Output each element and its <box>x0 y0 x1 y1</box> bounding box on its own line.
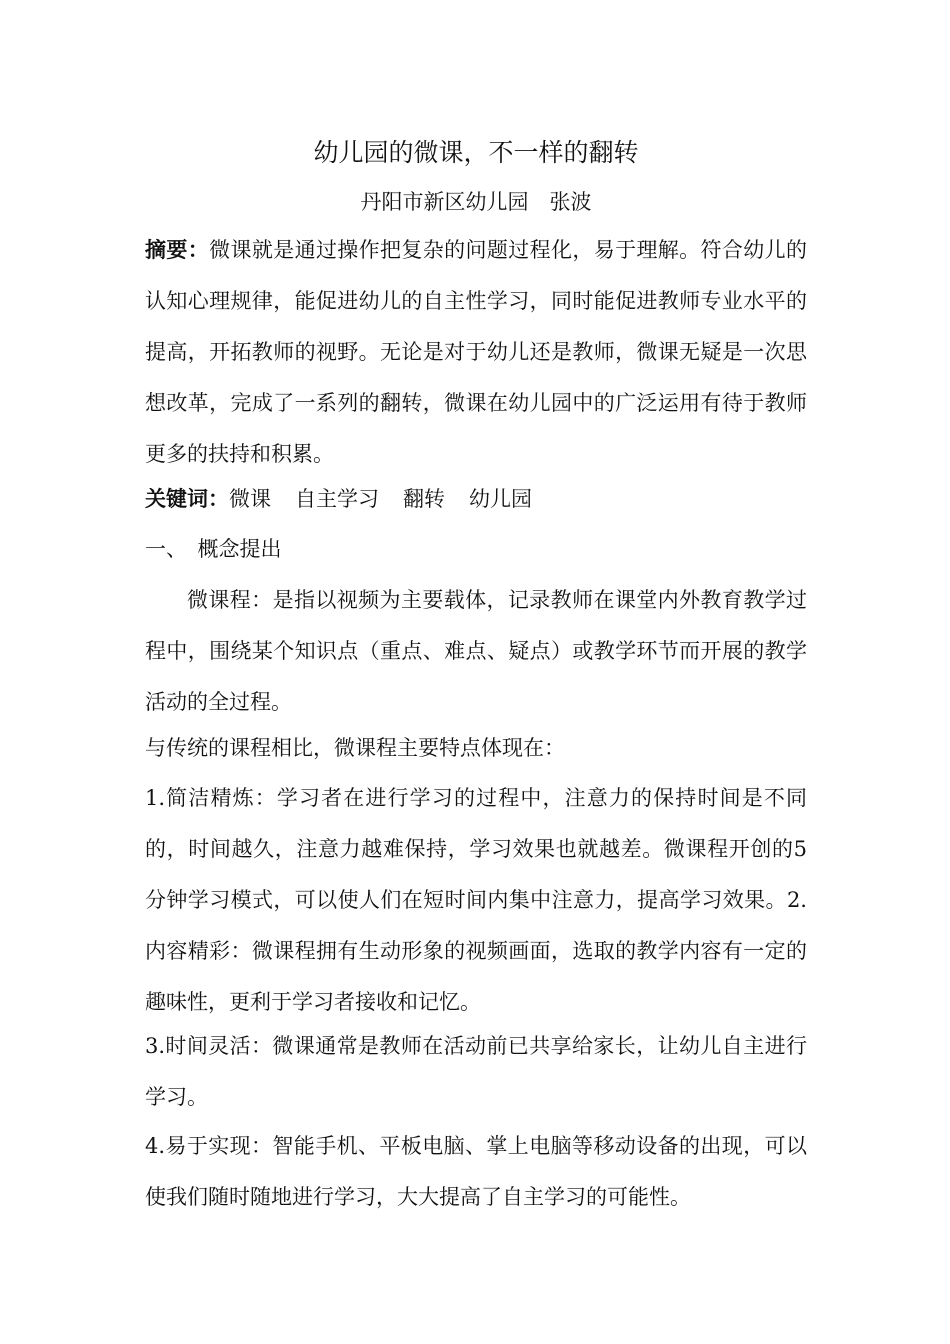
abstract-paragraph <box>145 225 807 480</box>
keywords-line <box>145 474 807 525</box>
document-title: 幼儿园的微课，不一样的翻转 <box>313 138 639 167</box>
features-intro: 与传统的课程相比，微课程主要特点体现在： <box>145 736 565 760</box>
keyword: 自主学习 <box>295 487 379 511</box>
abstract-label: 摘要： <box>145 238 210 262</box>
definition-paragraph: 微课程：是指以视频为主要载体，记录教师在课堂内外教育教学过程中，围绕某个知识点（重点、难点、疑点）或教学环节而开展的教学活动的全过程。 <box>145 588 807 714</box>
keywords-label: 关键词： <box>145 487 229 511</box>
section-heading: 一、 概念提出 <box>145 537 282 561</box>
feature-point: 1.简洁精炼：学习者在进行学习的过程中，注意力的保持时间是不同的，时间越久，注意力越难保持，学习效果也就越差。微课程开创的5分钟学习模式，可以使人们在短时间内集中注意力，提高学习效果。2.内容精彩：微课程拥有生动形象的视频画面，选取的教学内容有一定的趣味性，更利于学习者接收和记忆。 <box>145 786 807 1014</box>
abstract-text: 微课就是通过操作把复杂的问题过程化，易于理解。符合幼儿的认知心理规律，能促进幼儿的自主性学习，同时能促进教师专业水平的提高，开拓教师的视野。无论是对于幼儿还是教师，微课无疑是一次思想改革，完成了一系列的翻转，微课在幼儿园中的广泛运用有待于教师更多的扶持和积累。 <box>145 238 808 466</box>
keyword: 幼儿园 <box>469 487 532 511</box>
author-line: 丹阳市新区幼儿园 张波 <box>360 190 592 214</box>
keyword: 微课 <box>229 487 271 511</box>
feature-point: 4.易于实现：智能手机、平板电脑、掌上电脑等移动设备的出现，可以使我们随时随地进行学习，大大提高了自主学习的可能性。 <box>145 1134 807 1209</box>
keyword: 翻转 <box>403 487 445 511</box>
feature-point: 3.时间灵活：微课通常是教师在活动前已共享给家长，让幼儿自主进行学习。 <box>145 1034 807 1109</box>
